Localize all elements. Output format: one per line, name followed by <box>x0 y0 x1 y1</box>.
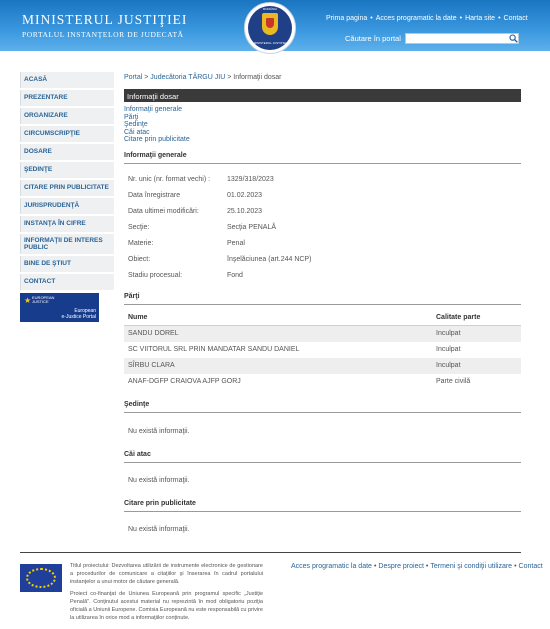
anchor-sedinte[interactable]: Şedinţe <box>124 121 148 128</box>
top-nav-home-link[interactable]: Prima pagina <box>326 15 368 22</box>
main-content <box>124 72 521 533</box>
eu-stars-icon <box>26 568 56 588</box>
parti-table <box>124 311 521 390</box>
section-anchor-links <box>124 106 521 144</box>
footer-terms-link[interactable]: Termeni şi condiţii utilizare <box>430 563 513 570</box>
info-label: Secţie: <box>128 223 150 231</box>
table-row <box>124 326 521 342</box>
party-role: Inculpat <box>432 358 521 374</box>
ejustice-label-2: e-Justice Portal <box>61 314 96 320</box>
col-header-role: Calitate parte <box>432 311 521 326</box>
info-label: Materie: <box>128 239 154 247</box>
eu-star-icon: ★ <box>24 296 32 305</box>
sidebar-item-sedinte[interactable]: ŞEDINŢE <box>20 162 114 178</box>
party-name: SÎRBU CLARA <box>124 358 432 374</box>
breadcrumb-court-link[interactable]: Judecătoria TÂRGU JIU <box>150 74 226 81</box>
breadcrumb-separator: > <box>227 74 232 81</box>
ejustice-top-text: EUROPEAN JUSTICE <box>32 295 55 304</box>
nav-separator: • <box>514 563 517 570</box>
search-label: Căutare în portal <box>345 34 401 43</box>
cai-atac-heading: Căi atac <box>124 451 521 463</box>
parti-heading: Părţi <box>124 293 521 305</box>
info-label: Data ultimei modificări: <box>128 207 199 215</box>
anchor-citare[interactable]: Citare prin publicitate <box>124 136 190 143</box>
info-row <box>124 173 521 189</box>
ejustice-label-1: European <box>74 308 96 314</box>
party-name: SC VIITORUL SRL PRIN MANDATAR SANDU DANIEL <box>128 346 300 353</box>
search-input[interactable] <box>405 33 519 44</box>
breadcrumb <box>124 72 521 85</box>
party-role: Parte civilă <box>436 378 471 385</box>
info-row <box>124 221 521 237</box>
sidebar-item-circumscriptie[interactable]: CIRCUMSCRIPŢIE <box>20 126 114 142</box>
crest-bottom-text: MINISTERUL JUSTIŢIEI <box>253 41 287 45</box>
party-role: Inculpat <box>432 326 521 342</box>
general-info-heading: Informaţii generale <box>124 152 521 164</box>
table-row <box>124 374 521 390</box>
crest-top-text: ROMÂNIA <box>262 7 277 11</box>
footer-paragraph: Titlul proiectului: Dezvoltarea utilizării de instrumente electronice de gestionare a procedurilor de comunicare a citaţiilor şi înserarea în cadrul portalului instanţelor a unui motor de căutare generală. <box>70 563 263 585</box>
sedinte-empty-text: Nu există informaţii. <box>128 427 190 435</box>
table-row <box>124 342 521 358</box>
sidebar-item-acasa[interactable]: ACASĂ <box>20 72 114 88</box>
breadcrumb-current: Informaţii dosar <box>233 74 282 81</box>
table-row <box>124 358 521 374</box>
info-value: Fond <box>227 271 243 279</box>
party-name: ANAF-DGFP CRAIOVA AJFP GORJ <box>128 378 241 385</box>
info-value: 1329/318/2023 <box>227 175 274 183</box>
sidebar-item-contact[interactable]: CONTACT <box>20 274 114 290</box>
coat-of-arms-logo <box>244 2 296 54</box>
footer-api-link[interactable]: Acces programatic la date <box>291 563 372 570</box>
info-row <box>124 269 521 285</box>
footer-divider <box>20 552 521 553</box>
info-value: 25.10.2023 <box>227 207 263 215</box>
info-row <box>124 189 521 205</box>
info-label: Nr. unic (nr. format vechi) : <box>128 175 211 183</box>
info-value: Secţia PENALĂ <box>227 223 277 231</box>
party-name: SANDU DOREL <box>124 326 432 342</box>
footer-about-link[interactable]: Despre proiect <box>378 563 424 570</box>
nav-separator: • <box>425 563 429 570</box>
sidebar-item-citare[interactable]: CITARE PRIN PUBLICITATE <box>20 180 114 196</box>
site-header <box>0 0 550 51</box>
info-value: Penal <box>227 239 245 247</box>
table-header-row <box>124 311 521 326</box>
sidebar-item-prezentare[interactable]: PREZENTARE <box>20 90 114 106</box>
footer-navigation <box>291 563 543 570</box>
sidebar-item-jurisprudenta[interactable]: JURISPRUDENŢĂ <box>20 198 114 214</box>
nav-separator: • <box>370 15 373 22</box>
breadcrumb-portal-link[interactable]: Portal <box>124 74 143 81</box>
search-icon[interactable] <box>508 34 518 43</box>
citare-empty-text: Nu există informaţii. <box>128 525 190 533</box>
crest-shield-icon <box>262 13 278 35</box>
cai-atac-empty-text: Nu există informaţii. <box>128 476 190 484</box>
info-value: înşelăciunea (art.244 NCP) <box>227 255 312 263</box>
top-nav-api-link[interactable]: Acces programatic la date <box>375 15 457 22</box>
party-role: Inculpat <box>436 346 461 353</box>
sidebar-menu <box>20 72 114 322</box>
eu-flag-logo <box>20 564 62 592</box>
site-subtitle: PORTALUL INSTANŢELOR DE JUDECATĂ <box>22 30 184 39</box>
anchor-parti[interactable]: Părţi <box>124 113 139 121</box>
top-navigation <box>326 15 528 22</box>
info-label: Stadiu procesual: <box>128 271 183 279</box>
sidebar-item-organizare[interactable]: ORGANIZARE <box>20 108 114 124</box>
site-title[interactable]: MINISTERUL JUSTIŢIEI <box>22 12 188 27</box>
sidebar-item-informatii-public[interactable]: INFORMAŢII DE INTERES PUBLIC <box>20 234 114 254</box>
nav-separator: • <box>498 15 501 22</box>
general-info-list <box>124 173 521 285</box>
anchor-informatii-generale[interactable]: Informaţii generale <box>124 106 182 113</box>
footer-contact-link[interactable]: Contact <box>518 563 543 570</box>
citare-heading: Citare prin publicitate <box>124 500 521 512</box>
info-label: Obiect: <box>128 255 151 263</box>
anchor-cai-atac[interactable]: Căi atac <box>124 128 150 136</box>
nav-separator: • <box>459 15 463 22</box>
top-nav-sitemap-link[interactable]: Harta site <box>465 15 496 22</box>
page-title: Informaţii dosar <box>124 89 521 102</box>
col-header-name: Nume <box>124 311 432 326</box>
footer-project-text <box>70 562 263 622</box>
info-label: Data înregistrare <box>128 191 181 199</box>
sedinte-heading: Şedinţe <box>124 401 521 413</box>
info-row <box>124 205 521 221</box>
info-row <box>124 237 521 253</box>
info-value: 01.02.2023 <box>227 191 263 199</box>
top-nav-contact-link[interactable]: Contact <box>503 15 528 22</box>
footer-paragraph: Proiect co-finanţat de Uniunea Europeană prin programul specific „Justiţie Penală". Conţinutul acestui material nu reprezintă în mod obligatoriu poziţia oficială a Uniunii Europene. Comisia Europeană nu este responsabilă cu privire la utilizarea în orice mod a informaţiilor conţinute. <box>70 591 263 621</box>
nav-separator: • <box>373 563 377 570</box>
sidebar-item-bine-de-stiut[interactable]: BINE DE ŞTIUT <box>20 256 114 272</box>
sidebar-item-instanta-in-cifre[interactable]: INSTANŢA ÎN CIFRE <box>20 216 114 232</box>
ejustice-portal-banner[interactable] <box>20 293 99 322</box>
sidebar-item-dosare[interactable]: DOSARE <box>20 144 114 160</box>
breadcrumb-separator: > <box>144 74 149 81</box>
info-row <box>124 253 521 269</box>
